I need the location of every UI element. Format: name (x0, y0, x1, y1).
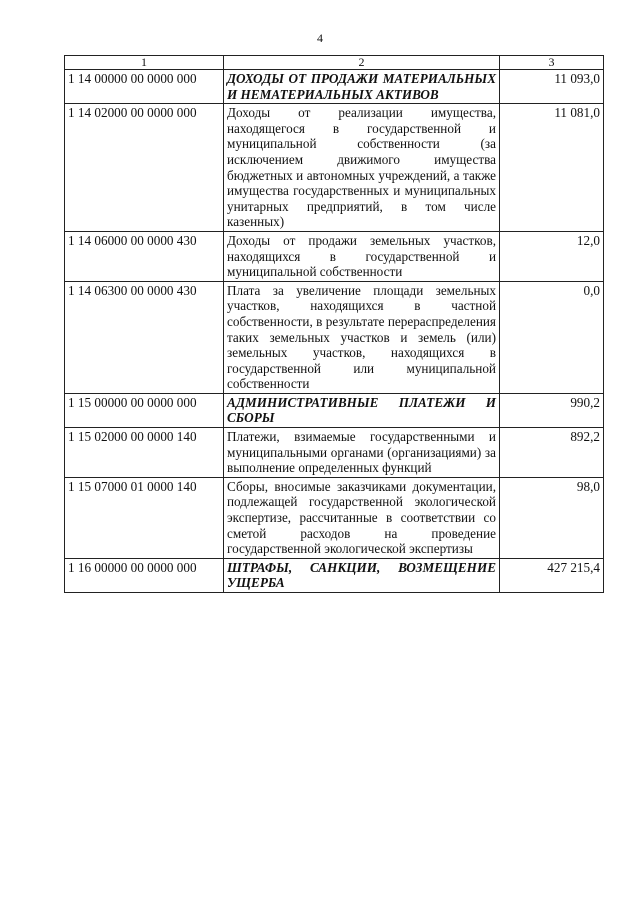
table-body (65, 56, 604, 593)
table-header-row (65, 56, 604, 70)
table-row (65, 104, 604, 232)
column-header-1: 1 (65, 56, 224, 70)
description-cell: АДМИНИСТРАТИВНЫЕ ПЛАТЕЖИ И СБОРЫ (224, 393, 500, 427)
description-cell: Доходы от продажи земельных участков, находящихся в государственной и муниципальной собственности (224, 231, 500, 281)
budget-code-cell: 1 15 02000 00 0000 140 (65, 428, 224, 478)
budget-code-cell: 1 15 07000 01 0000 140 (65, 477, 224, 558)
page-number: 4 (317, 31, 323, 45)
table-row (65, 231, 604, 281)
table-row (65, 281, 604, 393)
revenue-table (64, 55, 604, 593)
amount-cell: 11 093,0 (500, 70, 604, 104)
table-row (65, 477, 604, 558)
description-cell: ШТРАФЫ, САНКЦИИ, ВОЗМЕЩЕНИЕ УЩЕРБА (224, 558, 500, 592)
budget-code-cell: 1 14 02000 00 0000 000 (65, 104, 224, 232)
amount-cell: 990,2 (500, 393, 604, 427)
amount-cell: 98,0 (500, 477, 604, 558)
description-cell: ДОХОДЫ ОТ ПРОДАЖИ МАТЕРИАЛЬНЫХ И НЕМАТЕРИАЛЬНЫХ АКТИВОВ (224, 70, 500, 104)
table-row (65, 393, 604, 427)
description-cell: Сборы, вносимые заказчиками документации, подлежащей государственной экологической экспертизе, рассчитанные в соответствии со сметой расходов на проведение государственной экологической экспертизы (224, 477, 500, 558)
amount-cell: 427 215,4 (500, 558, 604, 592)
table-row (65, 558, 604, 592)
amount-cell: 892,2 (500, 428, 604, 478)
amount-cell: 0,0 (500, 281, 604, 393)
table-row (65, 70, 604, 104)
budget-code-cell: 1 14 06300 00 0000 430 (65, 281, 224, 393)
description-cell: Плата за увеличение площади земельных участков, находящихся в частной собственности, в результате перераспределения таких земельных участков и земель (или) земельных участков, находящихся в государственной или муниципальной собственности (224, 281, 500, 393)
budget-code-cell: 1 15 00000 00 0000 000 (65, 393, 224, 427)
description-cell: Платежи, взимаемые государственными и муниципальными органами (организациями) за выполнение определенных функций (224, 428, 500, 478)
description-cell: Доходы от реализации имущества, находящегося в государственной и муниципальной собственности (за исключением движимого имущества бюджетных и автономных учреждений, а также имущества государственных и муниципальных унитарных предприятий, в том числе казенных) (224, 104, 500, 232)
column-header-2: 2 (224, 56, 500, 70)
budget-code-cell: 1 16 00000 00 0000 000 (65, 558, 224, 592)
column-header-3: 3 (500, 56, 604, 70)
budget-code-cell: 1 14 00000 00 0000 000 (65, 70, 224, 104)
amount-cell: 12,0 (500, 231, 604, 281)
budget-code-cell: 1 14 06000 00 0000 430 (65, 231, 224, 281)
table-row (65, 428, 604, 478)
amount-cell: 11 081,0 (500, 104, 604, 232)
